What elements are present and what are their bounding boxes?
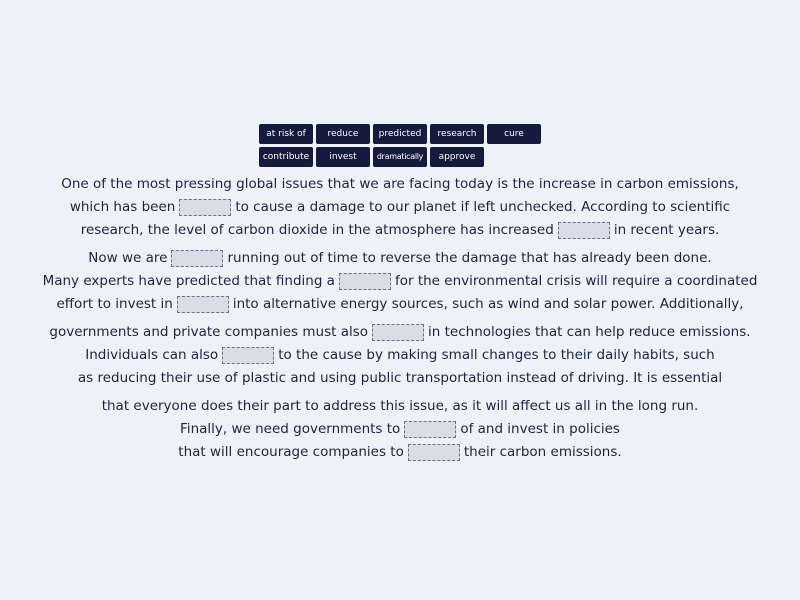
blank-drop-zone-1[interactable]: [179, 199, 231, 216]
word-chip-dramatically[interactable]: dramatically: [373, 147, 427, 167]
passage-line: [0, 247, 800, 270]
passage-text: that everyone does their part to address this issue, as it will affect us all in the long run.: [101, 398, 699, 414]
passage-text: as reducing their use of plastic and using public transportation instead of driving. It is essential: [77, 370, 723, 386]
passage-text: running out of time to reverse the damage that has already been done.: [227, 250, 712, 266]
passage-text: Individuals can also: [85, 347, 219, 363]
passage-text: in recent years.: [613, 222, 720, 238]
blank-drop-zone-5[interactable]: [177, 296, 229, 313]
word-chip-reduce[interactable]: reduce: [316, 124, 370, 144]
word-chip-invest[interactable]: invest: [316, 147, 370, 167]
passage-line: [0, 196, 800, 219]
passage-text: which has been: [69, 199, 176, 215]
word-chip-contribute[interactable]: contribute: [259, 147, 313, 167]
passage-line: [0, 418, 800, 441]
passage-text: into alternative energy sources, such as wind and solar power. Additionally,: [232, 296, 744, 312]
passage-line: [0, 395, 800, 418]
blank-drop-zone-8[interactable]: [404, 421, 456, 438]
passage: [0, 173, 800, 464]
word-chip-approve[interactable]: approve: [430, 147, 484, 167]
word-chip-at-risk-of[interactable]: at risk of: [259, 124, 313, 144]
passage-text: for the environmental crisis will require a coordinated: [394, 273, 758, 289]
passage-text: Finally, we need governments to: [180, 421, 401, 437]
passage-line: [0, 441, 800, 464]
passage-text: of and invest in policies: [460, 421, 620, 437]
passage-line: [0, 219, 800, 242]
passage-text: Many experts have predicted that finding a: [42, 273, 335, 289]
word-bank: [0, 124, 800, 170]
passage-text: research, the level of carbon dioxide in the atmosphere has increased: [80, 222, 554, 238]
word-chip-cure[interactable]: cure: [487, 124, 541, 144]
blank-drop-zone-7[interactable]: [222, 347, 274, 364]
blank-drop-zone-2[interactable]: [558, 222, 610, 239]
passage-line: [0, 293, 800, 316]
word-chip-research[interactable]: research: [430, 124, 484, 144]
passage-line: [0, 270, 800, 293]
passage-text: to the cause by making small changes to their daily habits, such: [278, 347, 715, 363]
word-chip-predicted[interactable]: predicted: [373, 124, 427, 144]
word-bank-row: [0, 124, 800, 144]
passage-text: that will encourage companies to: [178, 444, 404, 460]
passage-text: in technologies that can help reduce emissions.: [428, 324, 751, 340]
passage-line: [0, 321, 800, 344]
passage-text: their carbon emissions.: [463, 444, 622, 460]
blank-drop-zone-3[interactable]: [171, 250, 223, 267]
passage-line: [0, 367, 800, 390]
passage-text: governments and private companies must also: [49, 324, 369, 340]
word-bank-row: [0, 147, 743, 167]
passage-line: [0, 344, 800, 367]
blank-drop-zone-6[interactable]: [372, 324, 424, 341]
passage-text: One of the most pressing global issues that we are facing today is the increase in carbon emissions,: [61, 176, 739, 192]
passage-text: to cause a damage to our planet if left unchecked. According to scientific: [235, 199, 731, 215]
passage-text: effort to invest in: [56, 296, 173, 312]
passage-text: Now we are: [88, 250, 168, 266]
blank-drop-zone-9[interactable]: [408, 444, 460, 461]
passage-line: [0, 173, 800, 196]
blank-drop-zone-4[interactable]: [339, 273, 391, 290]
